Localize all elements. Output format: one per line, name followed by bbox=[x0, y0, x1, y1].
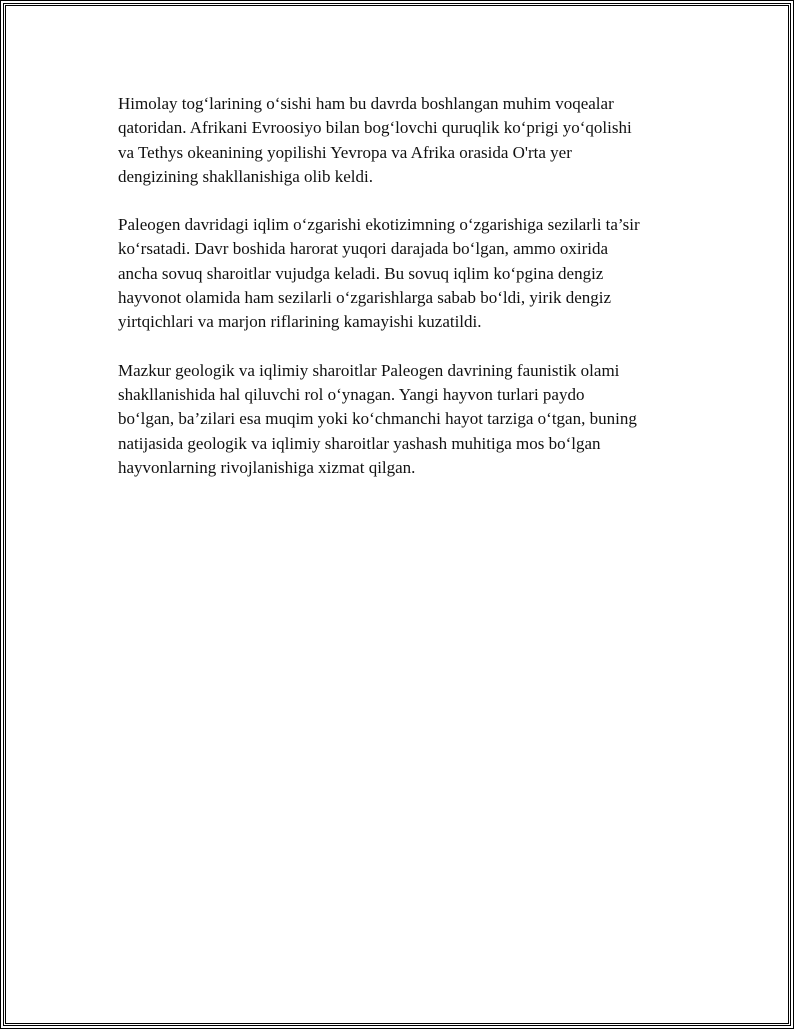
paragraph-2: Paleogen davridagi iqlim o‘zgarishi ekotizimning o‘zgarishiga sezilarli ta’sir ko‘rsatadi. Davr boshida harorat yuqori darajada bo‘lgan, ammo oxirida ancha sovuq sharoitlar vujudga keladi. Bu sovuq iqlim ko‘pgina dengiz hayvonot olamida ham sezilarli o‘zgarishlarga sabab bo‘ldi, yirik dengiz yirtqichlari va marjon riflarining kamayishi kuzatildi. bbox=[118, 215, 640, 332]
paragraph-3: Mazkur geologik va iqlimiy sharoitlar Paleogen davrining faunistik olami shakllanishida hal qiluvchi rol o‘ynagan. Yangi hayvon turlari paydo bo‘lgan, ba’zilari esa muqim yoki ko‘chmanchi hayot tarziga o‘tgan, buning natijasida geologik va iqlimiy sharoitlar yashash muhitiga mos bo‘lgan hayvonlarning rivojlanishiga xizmat qilgan. bbox=[118, 360, 637, 477]
paragraph-1: Himolay tog‘larining o‘sishi ham bu davrda boshlangan muhim voqealar qatoridan. Afrikani Evroosiyo bilan bog‘lovchi quruqlik ko‘prigi yo‘qolishi va Tethys okeanining yopilishi Yevropa va Afrika orasida O'rta yer dengizining shakllanishiga olib keldi. bbox=[118, 94, 632, 186]
document-body bbox=[118, 92, 698, 504]
